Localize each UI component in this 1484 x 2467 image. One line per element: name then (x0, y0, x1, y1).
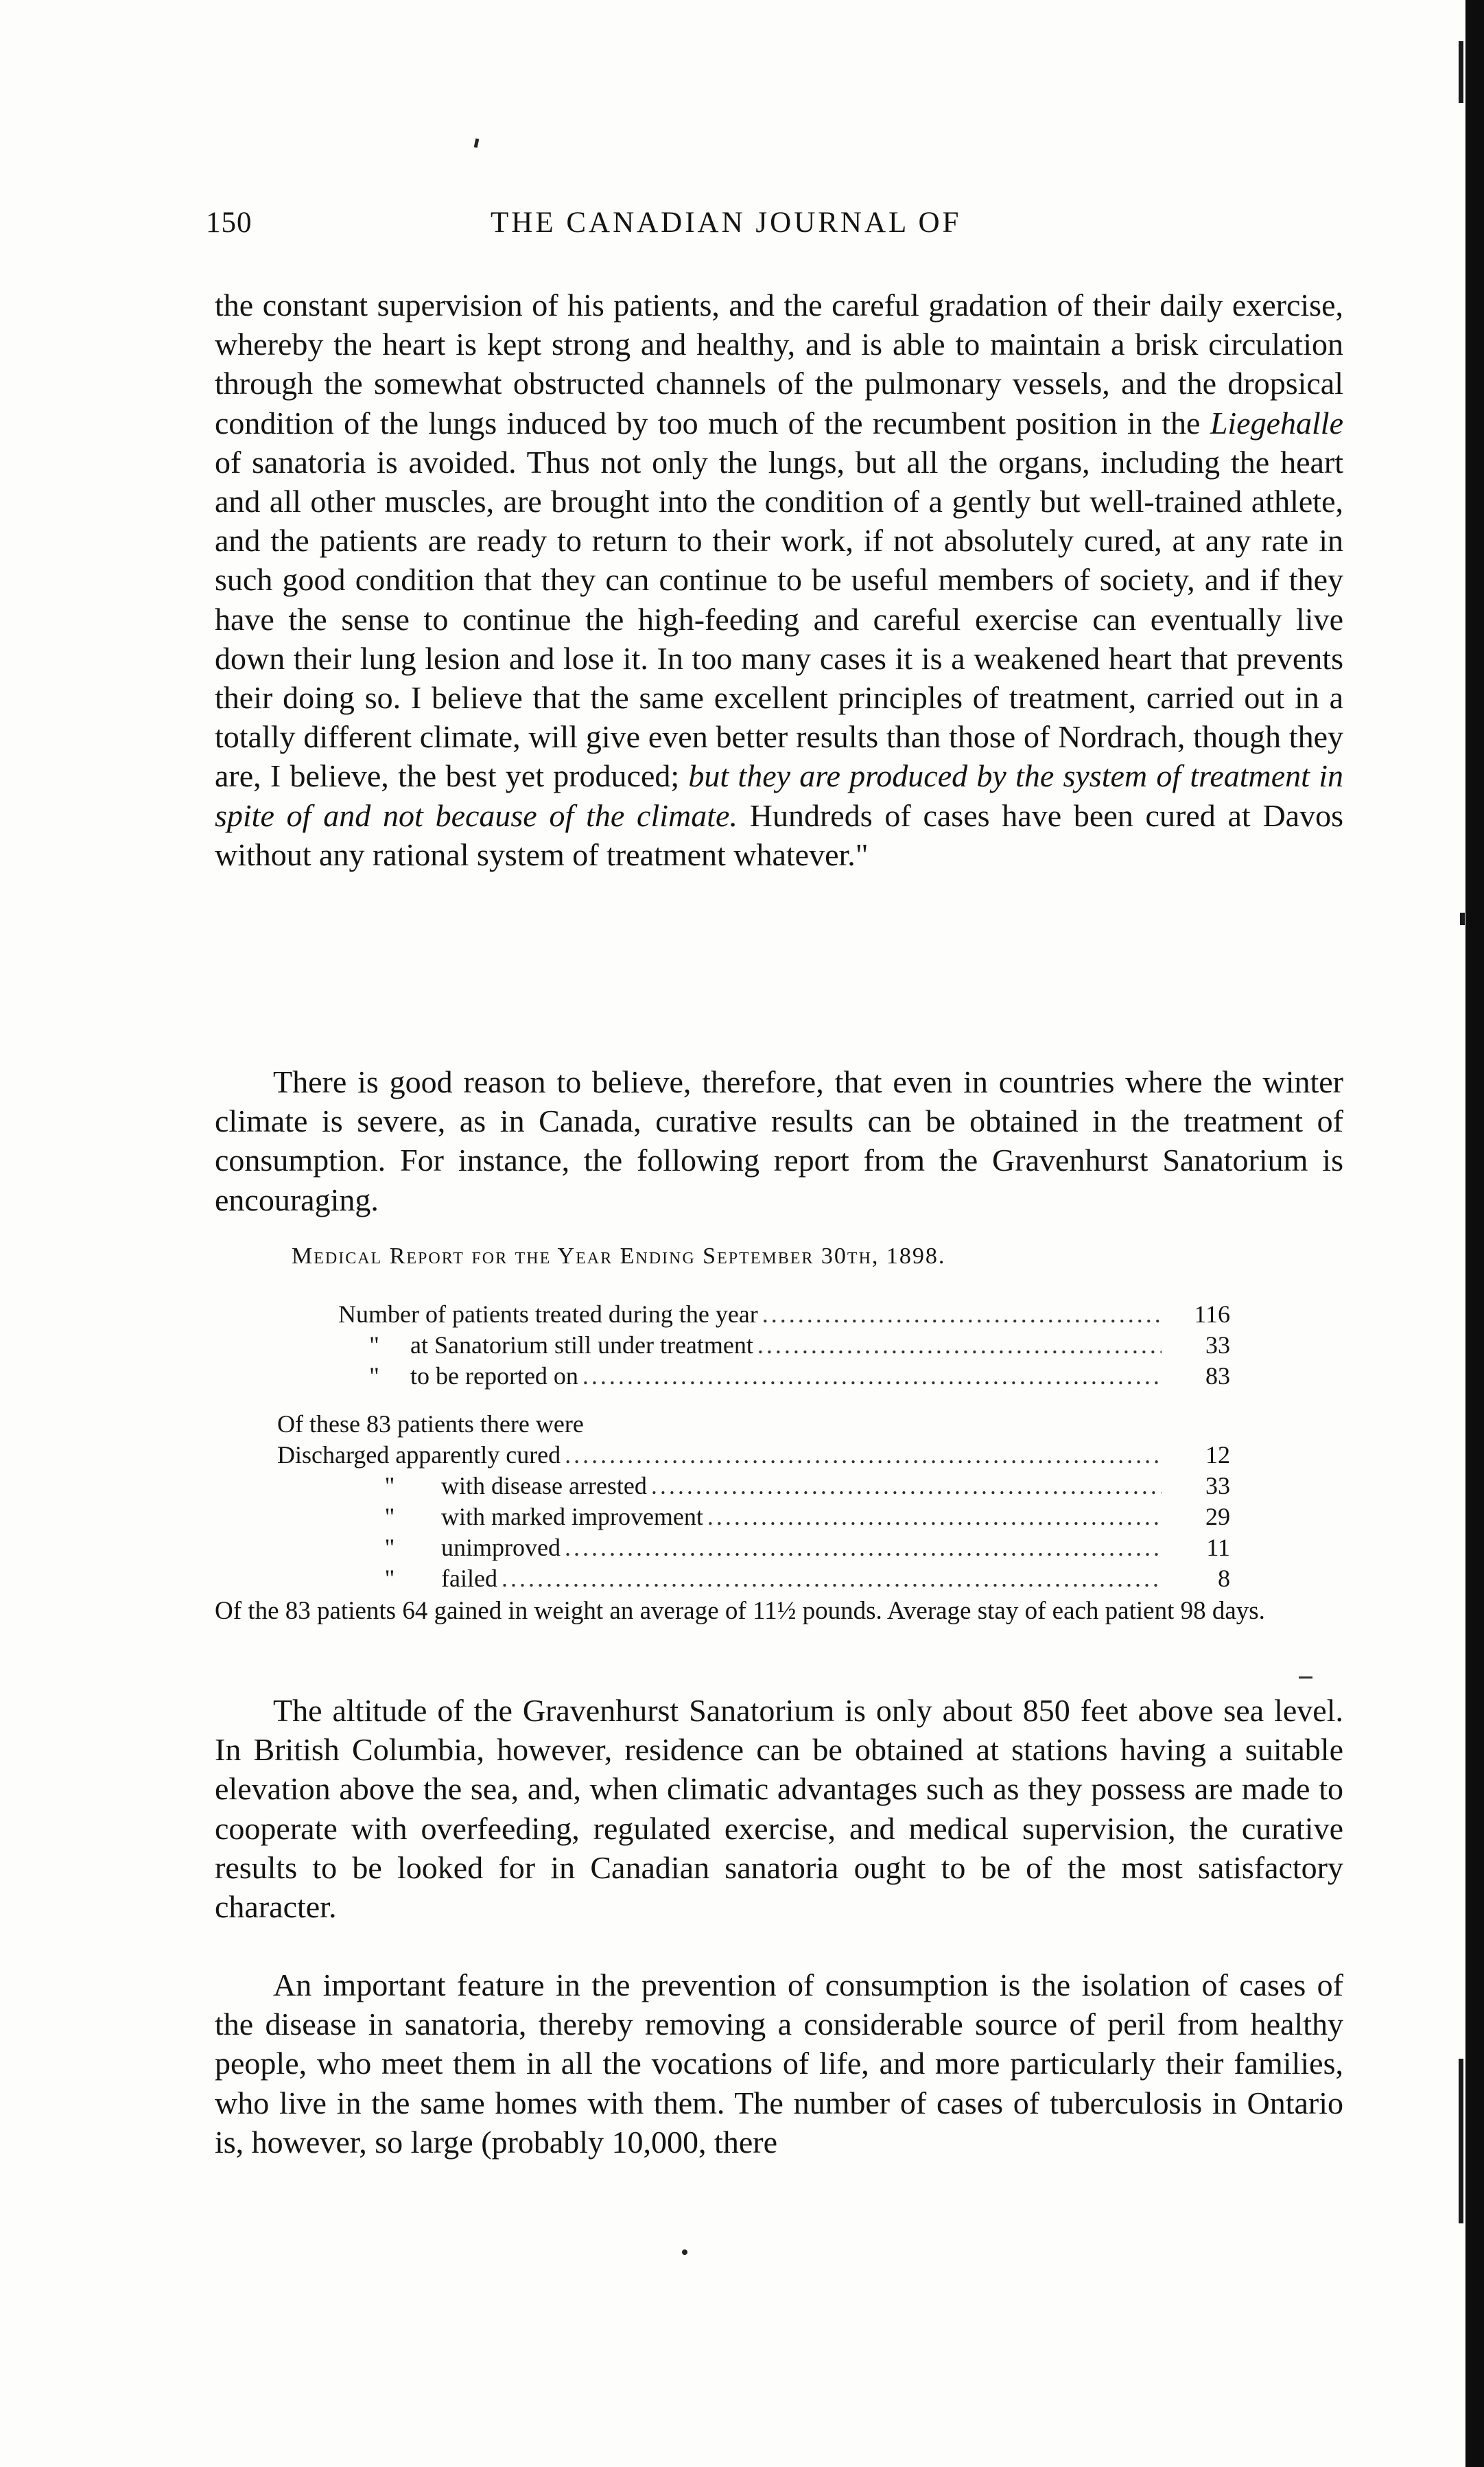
edge-speck (1459, 41, 1463, 103)
dot-leader (647, 1471, 1162, 1501)
report-row (277, 1471, 1230, 1501)
report-row-value: 12 (1205, 1441, 1230, 1469)
report-row (277, 1563, 1230, 1594)
report-row-label: Number of patients treated during the year (338, 1300, 758, 1328)
report-group-treated (338, 1299, 1230, 1392)
paragraph (215, 1691, 1343, 1926)
dot-leader (561, 1440, 1162, 1471)
ink-speck (682, 2249, 687, 2255)
paragraph (215, 1062, 1343, 1219)
running-title: THE CANADIAN JOURNAL OF (491, 207, 962, 239)
edge-speck (1460, 913, 1465, 925)
report-row-label: to be reported on (410, 1362, 578, 1390)
paragraph (215, 1965, 1343, 2162)
page-edge-shadow (1465, 0, 1484, 2467)
paragraph (215, 285, 1343, 874)
ditto-mark: " (384, 1534, 395, 1561)
ditto-mark: " (384, 1472, 395, 1499)
report-row (338, 1330, 1230, 1361)
report-title: Medical Report for the Year Ending September 30th, 1898. (292, 1243, 946, 1269)
dot-leader (703, 1501, 1162, 1532)
text-run: Hundreds of cases have been cured at Davos without any rational system of treatment whatever." (215, 797, 1343, 872)
report-row-value: 116 (1194, 1300, 1230, 1328)
dot-leader (578, 1361, 1162, 1392)
text-run: The altitude of the Gravenhurst Sanatorium is only about 850 feet above sea level. In British Columbia, however, residence can be obtained at stations having a suitable elevation above the sea, and, when climatic advantages such as they possess are made to cooperate with overfeeding, regulated exercise, and medical supervision, the curative results to be looked for in Canadian sanatoria ought to be of the most satisfactory character. (215, 1693, 1343, 1925)
ditto-mark: " (369, 1331, 379, 1359)
edge-speck (1459, 2059, 1463, 2223)
report-row (338, 1299, 1230, 1330)
italic-run: Liegehalle (1210, 405, 1343, 441)
page-header (0, 206, 1484, 261)
ink-speck (474, 139, 480, 148)
text-run: the constant supervision of his patients, and the careful gradation of their daily exercise, whereby the heart is kept strong and healthy, and is able to maintain a brisk circulation through the somewhat obstructed channels of the pulmonary vessels, and the dropsical condition of the lungs induced by too much of the recumbent position in the (215, 288, 1343, 441)
ditto-mark: " (384, 1503, 395, 1530)
report-row (277, 1440, 1230, 1471)
report-row (277, 1501, 1230, 1532)
report-row-label: unimproved (441, 1534, 561, 1561)
report-row (338, 1361, 1230, 1392)
page-number: 150 (206, 207, 252, 239)
report-group-discharged (277, 1409, 1230, 1594)
report-note: Of the 83 patients 64 gained in weight an average of 11½ pounds. Average stay of each patient 98 days. (215, 1597, 1265, 1625)
report-row-value: 29 (1205, 1503, 1230, 1530)
ditto-mark: " (384, 1565, 395, 1592)
report-row-label: failed (441, 1565, 497, 1592)
report-row-label: with disease arrested (441, 1472, 647, 1499)
report-row-label: at Sanatorium still under treatment (410, 1331, 753, 1359)
dot-leader (497, 1563, 1162, 1594)
report-row (277, 1532, 1230, 1563)
dot-leader (561, 1532, 1162, 1563)
report-group-intro: Of these 83 patients there were (277, 1410, 584, 1438)
report-row-value: 83 (1205, 1362, 1230, 1390)
ink-mark (1299, 1676, 1312, 1679)
text-run: An important feature in the prevention of consumption is the isolation of cases of the disease in sanatoria, thereby removing a considerable source of peril from healthy people, who meet them in all the vocations of life, and more particularly their families, who live in the same homes with them. The number of cases of tuberculosis in Ontario is, however, so large (probably 10,000, there (215, 1967, 1343, 2160)
italic-run: but they are produced by the system of treatment in spite of and not because of the climate. (215, 758, 1343, 833)
text-run: of sanatoria is avoided. Thus not only the lungs, but all the organs, including the heart and all other muscles, are brought into the condition of a gently but well-trained athlete, and the patients are ready to return to their work, if not absolutely cured, at any rate in such good condition that they can continue to be useful members of society, and if they have the sense to continue the high-feeding and careful exercise can eventually live down their lung lesion and lose it. In too many cases it is a weakened heart that prevents their doing so. I believe that the same excellent principles of treatment, carried out in a totally different climate, will give even better results than those of Nordrach, though they are, I believe, the best yet produced; (215, 444, 1343, 794)
dot-leader (758, 1299, 1162, 1330)
report-row-value: 8 (1218, 1565, 1230, 1592)
report-row-label: with marked improvement (441, 1503, 703, 1530)
report-row-value: 11 (1206, 1534, 1230, 1561)
ditto-mark: " (369, 1362, 379, 1390)
report-row-value: 33 (1205, 1331, 1230, 1359)
report-row-value: 33 (1205, 1472, 1230, 1499)
report-row-label: Discharged apparently cured (277, 1441, 561, 1469)
text-run: There is good reason to believe, therefore, that even in countries where the winter climate is severe, as in Canada, curative results can be obtained in the treatment of consumption. For instance, the following report from the Gravenhurst Sanatorium is encouraging. (215, 1064, 1343, 1217)
dot-leader (753, 1330, 1162, 1361)
